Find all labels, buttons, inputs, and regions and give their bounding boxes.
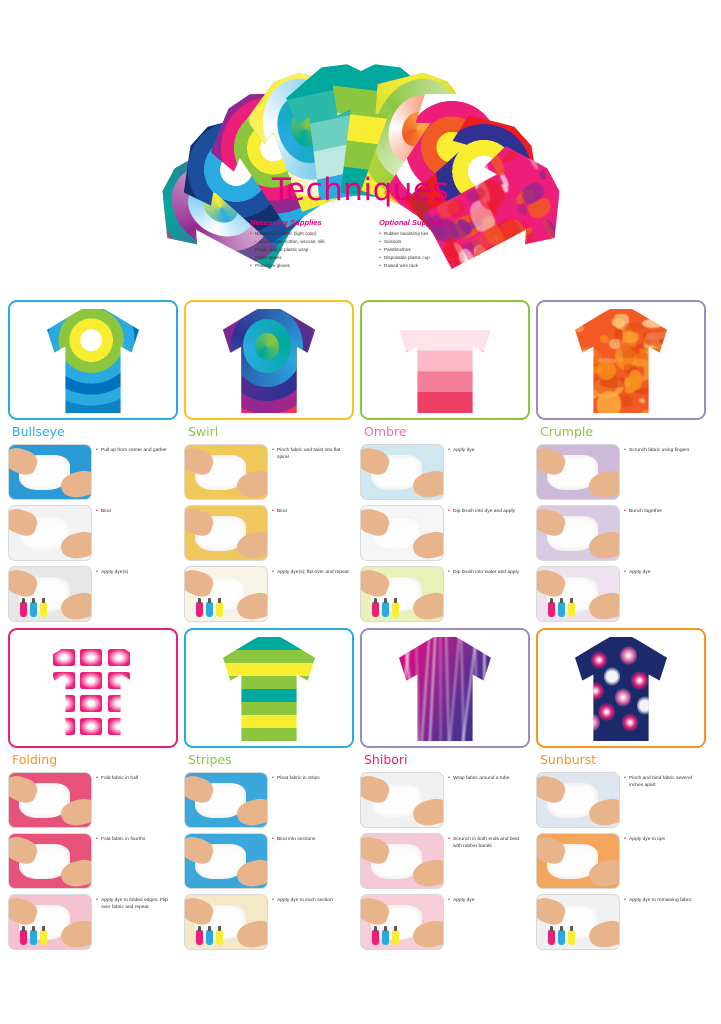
step-caption: • Apply dye(s); flip over and repeat <box>272 566 350 576</box>
supply-item: • Protective gloves <box>250 262 361 270</box>
technique-steps <box>360 444 530 622</box>
step-caption: • Apply dye to tips <box>624 833 702 843</box>
techniques-row <box>8 628 713 950</box>
technique-step <box>536 505 706 561</box>
technique-name: Swirl <box>188 424 219 439</box>
technique-shirt-sunburst <box>575 637 667 741</box>
technique-hero-card <box>360 628 530 748</box>
step-photo <box>360 894 444 950</box>
step-photo <box>360 566 444 622</box>
technique-step <box>8 894 178 950</box>
technique-shibori <box>360 628 530 950</box>
technique-crumple <box>536 300 706 622</box>
technique-step <box>536 833 706 889</box>
technique-step <box>360 566 530 622</box>
step-photo <box>536 833 620 889</box>
technique-stripes <box>184 628 354 950</box>
technique-step <box>360 833 530 889</box>
supply-item: • Rubber bands/zip ties <box>379 230 490 238</box>
step-caption: • Apply dye <box>624 566 702 576</box>
technique-folding <box>8 628 178 950</box>
step-photo <box>536 894 620 950</box>
technique-step <box>536 566 706 622</box>
technique-step <box>184 444 354 500</box>
technique-step <box>360 505 530 561</box>
technique-step <box>8 833 178 889</box>
step-photo <box>8 505 92 561</box>
technique-step <box>184 833 354 889</box>
step-caption: • Bunch together <box>624 505 702 515</box>
supply-item: – wool, rayon, cotton, viscose, silk <box>250 238 361 246</box>
technique-step <box>536 444 706 500</box>
necessary-supplies-list <box>250 230 361 270</box>
technique-shirt-crumple <box>575 309 667 413</box>
technique-step <box>184 894 354 950</box>
step-caption: • Wrap fabric around a tube <box>448 772 526 782</box>
step-caption: • Fold fabric in half <box>96 772 174 782</box>
step-photo <box>184 505 268 561</box>
step-photo <box>536 505 620 561</box>
technique-step <box>8 444 178 500</box>
step-caption: • Bind into sections <box>272 833 350 843</box>
page-title: Techniques <box>271 172 450 208</box>
technique-name: Bullseye <box>12 424 65 439</box>
step-caption: • Apply dye to remaining fabric <box>624 894 702 904</box>
necessary-supplies-column <box>250 218 361 270</box>
technique-bullseye <box>8 300 178 622</box>
techniques-grid <box>0 296 721 950</box>
step-photo <box>536 566 620 622</box>
technique-step <box>360 444 530 500</box>
technique-hero-card <box>8 628 178 748</box>
technique-step <box>184 505 354 561</box>
step-photo <box>184 833 268 889</box>
step-photo <box>8 444 92 500</box>
technique-name: Ombre <box>364 424 407 439</box>
step-caption: • Bind <box>272 505 350 515</box>
step-caption: • Pinch and bind fabric several inches apart <box>624 772 702 790</box>
supplies-block <box>250 218 490 270</box>
technique-step <box>8 566 178 622</box>
supply-item: • Paper towels <box>250 254 361 262</box>
step-caption: • Dip brush into water and apply <box>448 566 526 576</box>
step-photo <box>360 833 444 889</box>
technique-name: Shibori <box>364 752 408 767</box>
step-photo <box>8 772 92 828</box>
technique-step <box>536 894 706 950</box>
technique-hero-card <box>536 300 706 420</box>
step-photo <box>360 772 444 828</box>
step-caption: • Apply dye(s) <box>96 566 174 576</box>
step-photo <box>8 833 92 889</box>
supply-item: • Raised wire rack <box>379 262 490 270</box>
technique-steps <box>536 772 706 950</box>
technique-shirt-folding <box>47 637 139 741</box>
step-caption: • Apply dye to each section <box>272 894 350 904</box>
step-caption: • Pull up from center and gather <box>96 444 174 454</box>
technique-hero-card <box>8 300 178 420</box>
technique-steps <box>184 772 354 950</box>
step-caption: • Apply dye <box>448 444 526 454</box>
step-caption: • Apply dye <box>448 894 526 904</box>
step-caption: • Pleat fabric in strips <box>272 772 350 782</box>
step-caption: • Bind <box>96 505 174 515</box>
step-caption: • Dip brush into dye and apply <box>448 505 526 515</box>
techniques-row <box>8 300 713 622</box>
step-caption: • Apply dye to folded edges. Flip over fabric and repeat <box>96 894 174 912</box>
supply-item: • Plastic bag or plastic wrap <box>250 246 361 254</box>
optional-supplies-list <box>379 230 490 270</box>
step-photo <box>184 444 268 500</box>
technique-hero-card <box>184 628 354 748</box>
step-photo <box>184 772 268 828</box>
technique-step <box>8 505 178 561</box>
technique-steps <box>8 772 178 950</box>
optional-supplies-heading: Optional Supplies <box>379 218 444 227</box>
technique-name: Sunburst <box>540 752 597 767</box>
step-photo <box>184 894 268 950</box>
step-caption: • Scrunch fabric using fingers <box>624 444 702 454</box>
supply-item: • Paintbrushes <box>379 246 490 254</box>
technique-hero-card <box>360 300 530 420</box>
step-photo <box>360 505 444 561</box>
technique-shirt-bullseye <box>47 309 139 413</box>
technique-name: Folding <box>12 752 58 767</box>
step-photo <box>8 894 92 950</box>
technique-step <box>536 772 706 828</box>
technique-shirt-swirl <box>223 309 315 413</box>
step-caption: • Fold fabric in fourths <box>96 833 174 843</box>
technique-steps <box>536 444 706 622</box>
technique-swirl <box>184 300 354 622</box>
step-caption: • Scrunch in both ends and bind with rubber bands <box>448 833 526 851</box>
supply-item: • Natural fiber fabric (light color) <box>250 230 361 238</box>
hero-banner <box>0 0 721 296</box>
necessary-supplies-heading: Necessary Supplies <box>250 218 322 227</box>
technique-step <box>360 894 530 950</box>
technique-step <box>184 566 354 622</box>
step-caption: • Pinch fabric and twist into flat spiral <box>272 444 350 462</box>
step-photo <box>184 566 268 622</box>
technique-name: Stripes <box>188 752 232 767</box>
technique-hero-card <box>184 300 354 420</box>
technique-shirt-shibori <box>399 637 491 741</box>
step-photo <box>536 772 620 828</box>
technique-step <box>360 772 530 828</box>
step-photo <box>360 444 444 500</box>
step-photo <box>8 566 92 622</box>
technique-steps <box>184 444 354 622</box>
technique-shirt-stripes <box>223 637 315 741</box>
technique-shirt-ombre <box>399 309 491 413</box>
step-photo <box>536 444 620 500</box>
technique-step <box>8 772 178 828</box>
optional-supplies-column <box>379 218 490 270</box>
technique-step <box>184 772 354 828</box>
technique-sunburst <box>536 628 706 950</box>
technique-steps <box>360 772 530 950</box>
technique-steps <box>8 444 178 622</box>
supply-item: • Disposable plastic cup <box>379 254 490 262</box>
supply-item: • Scissors <box>379 238 490 246</box>
technique-name: Crumple <box>540 424 594 439</box>
technique-hero-card <box>536 628 706 748</box>
technique-ombre <box>360 300 530 622</box>
